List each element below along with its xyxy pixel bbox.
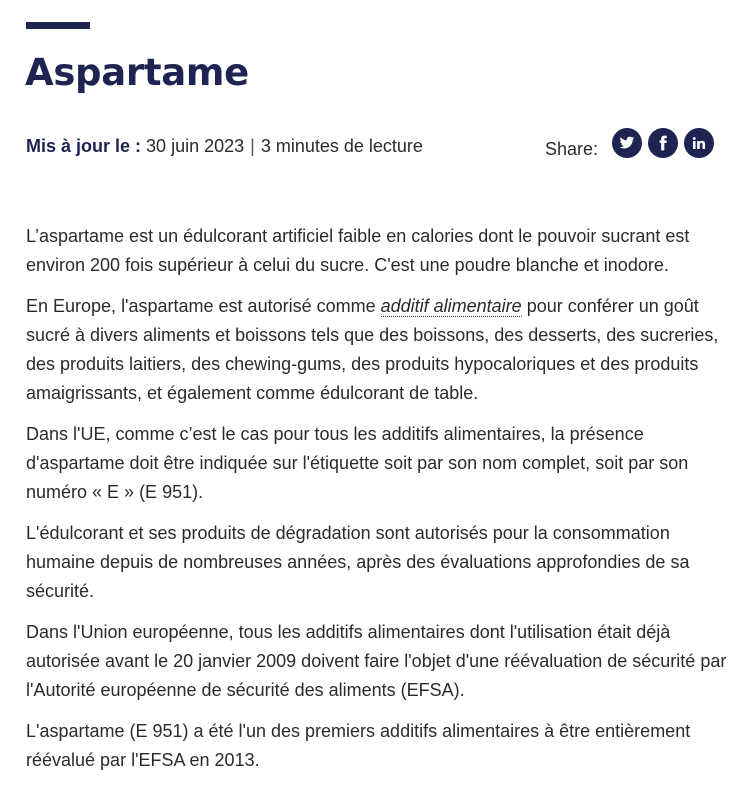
paragraph-europe: [26, 292, 740, 408]
share-facebook-button[interactable]: [648, 128, 678, 158]
share-label: Share:: [544, 138, 598, 159]
linkedin-icon: [691, 135, 707, 151]
article-body: [26, 222, 740, 787]
paragraph-intro: L’aspartame est un édulcorant artificiel faible en calories dont le pouvoir sucrant est environ 200 fois supérieur à celui du sucre. C'est une poudre blanche et inodore.: [26, 226, 690, 275]
reading-time: 3 minutes de lecture: [260, 136, 423, 156]
food-additive-link[interactable]: additif alimentaire: [380, 296, 522, 316]
meta-separator: |: [250, 136, 255, 156]
share-twitter-button[interactable]: [612, 128, 642, 158]
paragraph-efsa-2013: L'aspartame (E 951) a été l'un des premiers additifs alimentaires à être entièrement réévalué par l'EFSA en 2013.: [26, 721, 691, 770]
paragraph-labelling: Dans l'UE, comme c’est le cas pour tous les additifs alimentaires, la présence d'aspartame doit être indiquée sur l'étiquette soit par son nom complet, soit par son numéro « E » (E 951).: [26, 424, 689, 502]
article-meta: [26, 133, 726, 159]
title-accent-bar: [26, 22, 90, 29]
share-bar: [545, 122, 714, 164]
updated-label: Mis à jour le :: [26, 136, 142, 156]
paragraph-europe-end: pour conférer un goût sucré à divers aliments et boissons tels que des boissons, des desserts, des sucreries, des produits laitiers, des chewing-gums, des produits hypocaloriques et des produits amaigrissants, et également comme édulcorant de table.: [26, 296, 719, 403]
page-title: Aspartame: [25, 51, 249, 94]
paragraph-reevaluation: Dans l'Union européenne, tous les additifs alimentaires dont l'utilisation était déjà autorisée avant le 20 janvier 2009 doivent faire l'objet d'une réévaluation de sécurité par l'Autorité européenne de sécurité des aliments (EFSA).: [26, 622, 727, 700]
share-linkedin-button[interactable]: [684, 128, 714, 158]
facebook-icon: [655, 135, 671, 151]
paragraph-europe-start: En Europe, l'aspartame est autorisé comme: [26, 296, 381, 316]
paragraph-authorisation: L'édulcorant et ses produits de dégradation sont autorisés pour la consommation humaine depuis de nombreuses années, après des évaluations approfondies de sa sécurité.: [26, 523, 690, 601]
twitter-icon: [619, 135, 635, 151]
updated-date: 30 juin 2023: [146, 136, 245, 156]
